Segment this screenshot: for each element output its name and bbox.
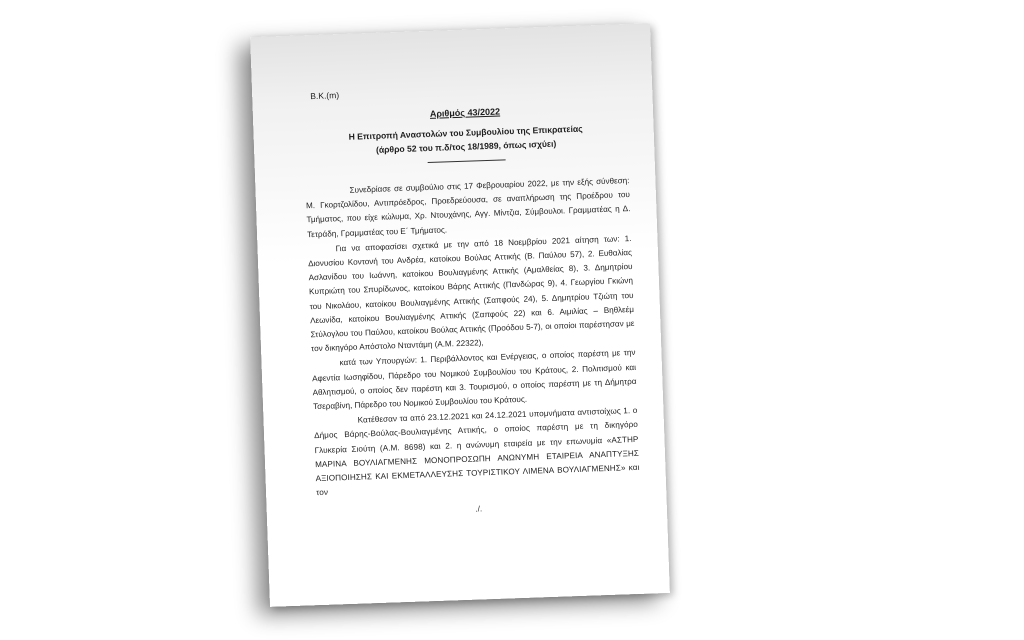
paragraph-memoranda: Κατέθεσαν τα από 23.12.2021 και 24.12.2021 υπομνήματα αντιστοίχως 1. ο Δήμος Βάρης-Βούλας-Βουλιαγμένης Αττικής, ο οποίος παρέστη με τη δικηγόρο Γλυκερία Σιούτη (Α.Μ. 8698) και 2. η ανώνυμη εταιρεία με την επωνυμία «ΑΣΤΗΡ ΜΑΡΙΝΑ ΒΟΥΛΙΑΓΜΕΝΗΣ ΜΟΝΟΠΡΟΣΩΠΗ ΑΝΩΝΥΜΗ ΕΤΑΙΡΕΙΑ ΑΝΑΠΤΥΞΗΣ ΑΞΙΟΠΟΙΗΣΗΣ ΚΑΙ ΕΚΜΕΤΑΛΛΕΥΣΗΣ ΤΟΥΡΙΣΤΙΚΟΥ ΛΙΜΕΝΑ ΒΟΥΛΙΑΓΜΕΝΗΣ» και τον — [313, 406, 640, 498]
paragraph-application: Για να αποφασίσει σχετικά με την από 18 Νοεμβρίου 2021 αίτηση των: 1. Διονυσίου Κοντονή του Ανδρέα, κατοίκου Βούλας Αττικής (Β. Παύλου 57), 2. Ευθαλίας Ασλανίδου του Ιωάννη, κατοίκου Βουλιαγμένης Αττικής (Αμαλθείας 8), 3. Δημητρίου Κυπριώτη του Σπυρίδωνος, κατοίκου Βάρης Αττικής (Πανδώρας 9), 4. Γεωργίου Γκιώνη του Νικολάου, κατοίκου Βουλιαγμένης Αττικής (Σαπφούς 24), 5. Δημητρίου Τζιώτη του Λεωνίδα, κατοίκου Βουλιαγμένης Αττικής (Σαπφούς 22) και 6. Αιμιλίας – Βηθλεέμ Στύλογλου του Παύλου, κατοίκου Βούλας Αττικής (Προόδου 5-7), οι οποίοι παρέστησαν με τον δικηγόρο Απόστολο Νταντάμη (Α.Μ. 22322), — [307, 233, 635, 354]
legal-basis-heading: (άρθρο 52 του π.δ/τος 18/1989, όπως ισχύει) — [375, 138, 557, 155]
scanned-document-page — [250, 23, 670, 607]
committee-heading: Η Επιτροπή Αναστολών του Συμβουλίου της Επικρατείας — [348, 123, 583, 142]
heading-divider — [428, 159, 506, 163]
paragraph-session: Συνεδρίασε σε συμβούλιο στις 17 Φεβρουαρίου 2022, με την εξής σύνθεση: Μ. Γκορτζολίδου, Αντιπρόεδρος, Προεδρεύουσα, σε αναπλήρωση της Προέδρου του Τμήματος, που είχε κώλυμα, Χρ. Ντουχάνης, Αγγ. Μίντζια, Σύμβουλοι. Γραμματέας η Δ. Τετράδη, Γραμματέας του Ε΄ Τμήματος. — [305, 176, 631, 239]
document-reference: Β.Κ.(m) — [310, 90, 340, 102]
paragraph-respondents: κατά των Υπουργών: 1. Περιβάλλοντος και Ενέργειας, ο οποίος παρέστη με την Αφεντία Ιωσηφίδου, Πάρεδρο του Νομικού Συμβουλίου του Κράτους, 2. Πολιτισμού και Αθλητισμού, ο οποίος δεν παρέστη και 3. Τουρισμού, ο οποίος παρέστη με τη Δήμητρα Τσεραβίνη, Πάρεδρο του Νομικού Συμβουλίου του Κράτους. — [311, 348, 637, 412]
page-continuation-mark: ./. — [475, 504, 483, 515]
decision-number: Αριθμός 43/2022 — [429, 106, 501, 119]
